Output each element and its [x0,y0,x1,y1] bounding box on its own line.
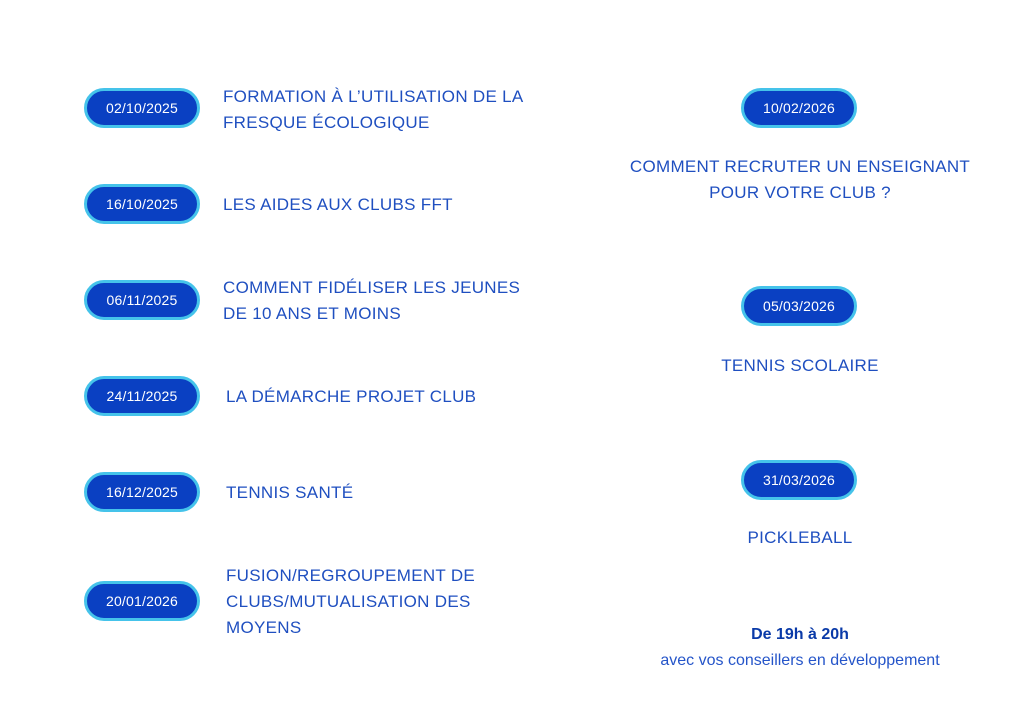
date-badge: 20/01/2026 [84,581,200,621]
event-title: FORMATION À L’UTILISATION DE LA FRESQUE ÉCOLOGIQUE [223,87,524,132]
date-badge: 10/02/2026 [741,88,857,128]
event-title: COMMENT FIDÉLISER LES JEUNES DE 10 ANS ET MOINS [223,278,521,323]
event-title: PICKLEBALL [747,528,853,547]
date-badge: 06/11/2025 [84,280,200,320]
event-title: TENNIS SCOLAIRE [721,356,879,375]
event-title: TENNIS SANTÉ [226,483,354,502]
event-title: COMMENT RECRUTER UN ENSEIGNANT POUR VOTRE CLUB ? [629,157,971,202]
date-badge: 02/10/2025 [84,88,200,128]
session-subtitle: avec vos conseillers en développement [660,652,940,669]
date-badge: 31/03/2026 [741,460,857,500]
event-title: LES AIDES AUX CLUBS FFT [223,195,453,214]
event-title: FUSION/REGROUPEMENT DE CLUBS/MUTUALISATION DES MOYENS [226,566,476,637]
event-title: LA DÉMARCHE PROJET CLUB [226,387,477,406]
date-badge: 05/03/2026 [741,286,857,326]
date-badge: 24/11/2025 [84,376,200,416]
session-time: De 19h à 20h [751,626,849,643]
date-badge: 16/10/2025 [84,184,200,224]
date-badge: 16/12/2025 [84,472,200,512]
